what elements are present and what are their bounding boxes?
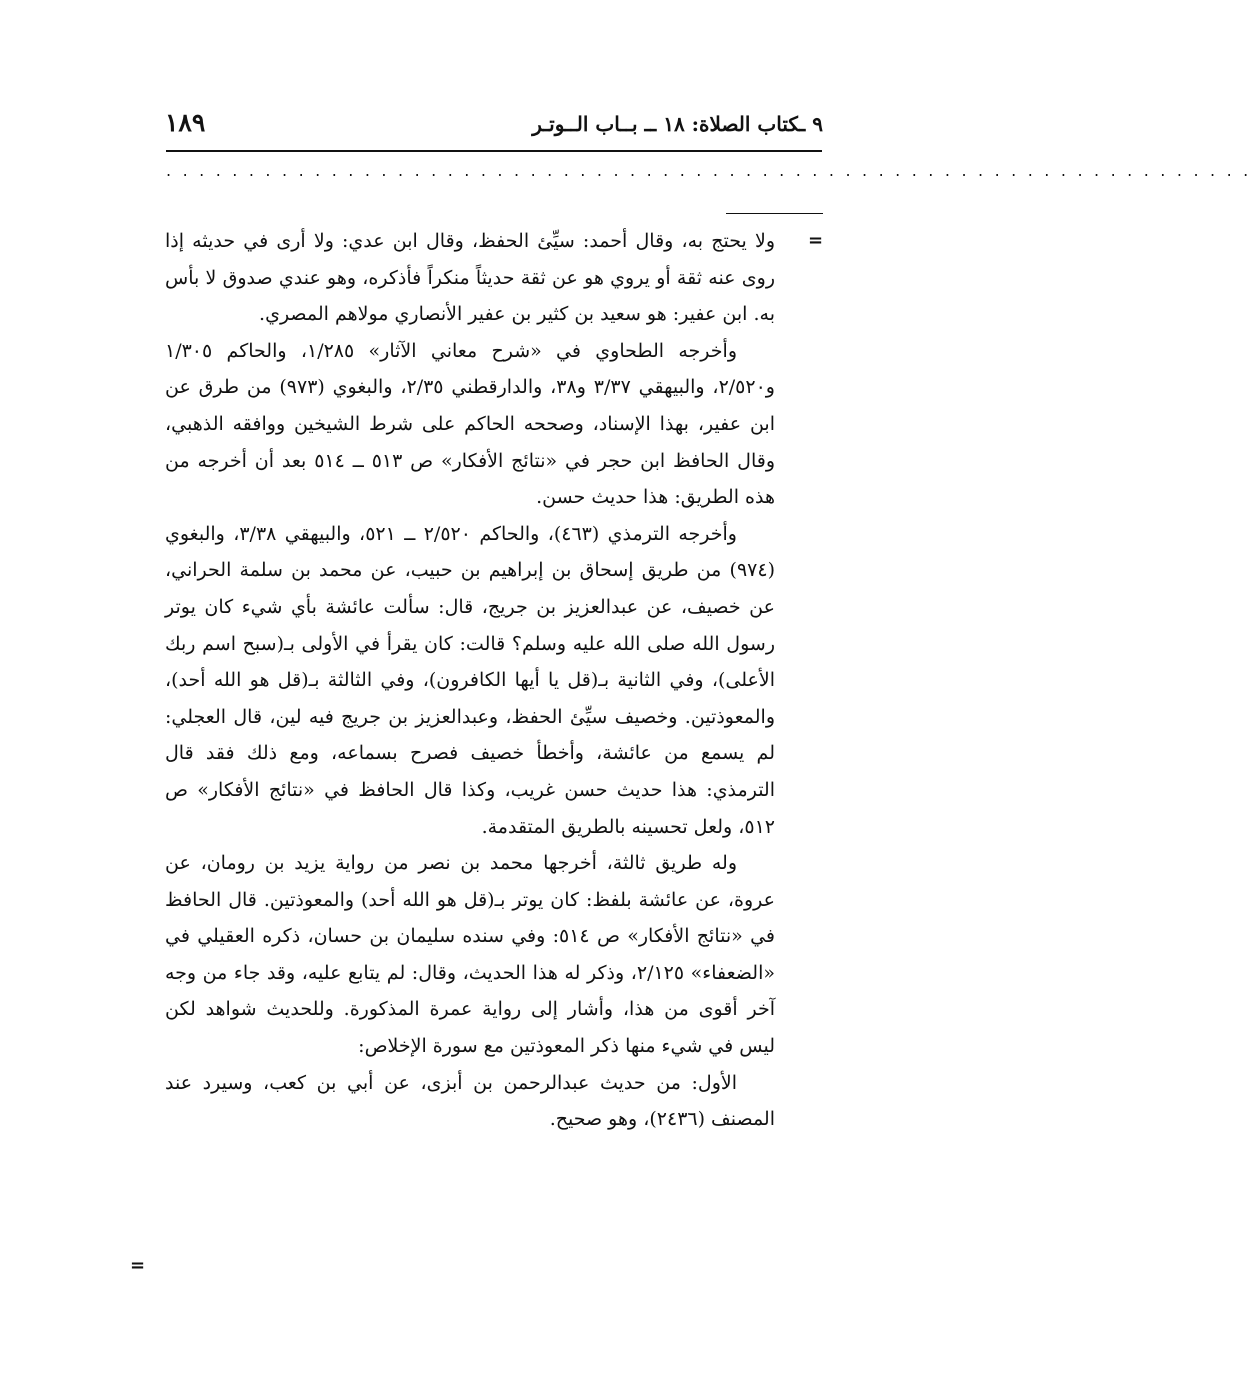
footnote-paragraph: الأول: من حديث عبدالرحمن بن أبزى، عن أبي بن كعب، وسيرد عند المصنف (٢٤٣٦)، وهو صحيح. xyxy=(165,1071,775,1131)
running-title: ٩ ـكتاب الصلاة: ١٨ ــ بــاب الــوتـر xyxy=(532,112,823,136)
page-header xyxy=(165,108,823,148)
footnote-paragraph: ولا يحتج به، وقال أحمد: سيِّئ الحفظ، وقال ابن عدي: ولا أرى في حديثه إذا روى عنه ثقة أو يروي هو عن ثقة حديثاً منكراً فأذكره، وهو عندي صدوق لا بأس به. ابن عفير: هو سعيد بن كثير بن عفير الأنصاري مولاهم المصري. xyxy=(165,230,775,326)
footnote-paragraph: وله طريق ثالثة، أخرجها محمد بن نصر من رواية يزيد بن رومان، عن عروة، عن عائشة بلفظ: كان يوتر بـ(قل هو الله أحد) والمعوذتين. قال الحافظ في «نتائج الأفكار» ص ٥١٤: وفي سنده سليمان بن حسان، ذكره العقيلي في «الضعفاء» ٢/١٢٥، وذكر له هذا الحديث، وقال: لم يتابع عليه، وقد جاء من وجه آخر أقوى من هذا، وأشار إلى رواية عمرة المذكورة. وللحديث شواهد لكن ليس في شيء منها ذكر المعوذتين مع سورة الإخلاص: xyxy=(165,852,775,1058)
footnote-body xyxy=(165,223,775,1138)
continuation-marker-top: = xyxy=(808,230,824,251)
footnote-paragraph: وأخرجه الطحاوي في «شرح معاني الآثار» ١/٢٨٥، والحاكم ١/٣٠٥ و٢/٥٢٠، والبيهقي ٣/٣٧ و٣٨، والدارقطني ٢/٣٥، والبغوي (٩٧٣) من طرق عن ابن عفير، بهذا الإسناد، وصححه الحاكم على شرط الشيخين ووافقه الذهبي، وقال الحافظ ابن حجر في «نتائج الأفكار» ص ٥١٣ ــ ٥١٤ بعد أن أخرجه من هذه الطريق: هذا حديث حسن. xyxy=(165,339,775,509)
continuation-marker-bottom: = xyxy=(130,1255,146,1276)
footnote-paragraph: وأخرجه الترمذي (٤٦٣)، والحاكم ٢/٥٢٠ ــ ٥٢١، والبيهقي ٣/٣٨، والبغوي (٩٧٤) من طريق إسحاق بن إبراهيم بن حبيب، عن محمد بن سلمة الحراني، عن خصيف، عن عبدالعزيز بن جريج، قال: سألت عائشة بأي شيء كان يوتر رسول الله صلى الله عليه وسلم؟ قالت: كان يقرأ في الأولى بـ(سبح اسم ربك الأعلى)، وفي الثانية بـ(قل يا أيها الكافرون)، وفي الثالثة بـ(قل هو الله أحد)، والمعوذتين. وخصيف سيِّئ الحفظ، وعبدالعزيز بن جريج فيه لين، قال العجلي: لم يسمع من عائشة، وأخطأ خصيف فصرح بسماعه، ومع ذلك فقد قال الترمذي: هذا حديث حسن غريب، وكذا قال الحافظ في «نتائج الأفكار» ص ٥١٢، ولعل تحسينه بالطريق المتقدمة. xyxy=(165,522,775,838)
dotted-separator: . . . . . . . . . . . . . . . . . . . . . . . . . . . . . . . . . . . . . . . . . . . . . . . . . . . . . . . . . . . . . . . . . . xyxy=(166,161,1251,180)
page-number: ١٨٩ xyxy=(165,108,206,137)
header-rule xyxy=(166,150,822,152)
footnote-rule xyxy=(726,213,823,214)
